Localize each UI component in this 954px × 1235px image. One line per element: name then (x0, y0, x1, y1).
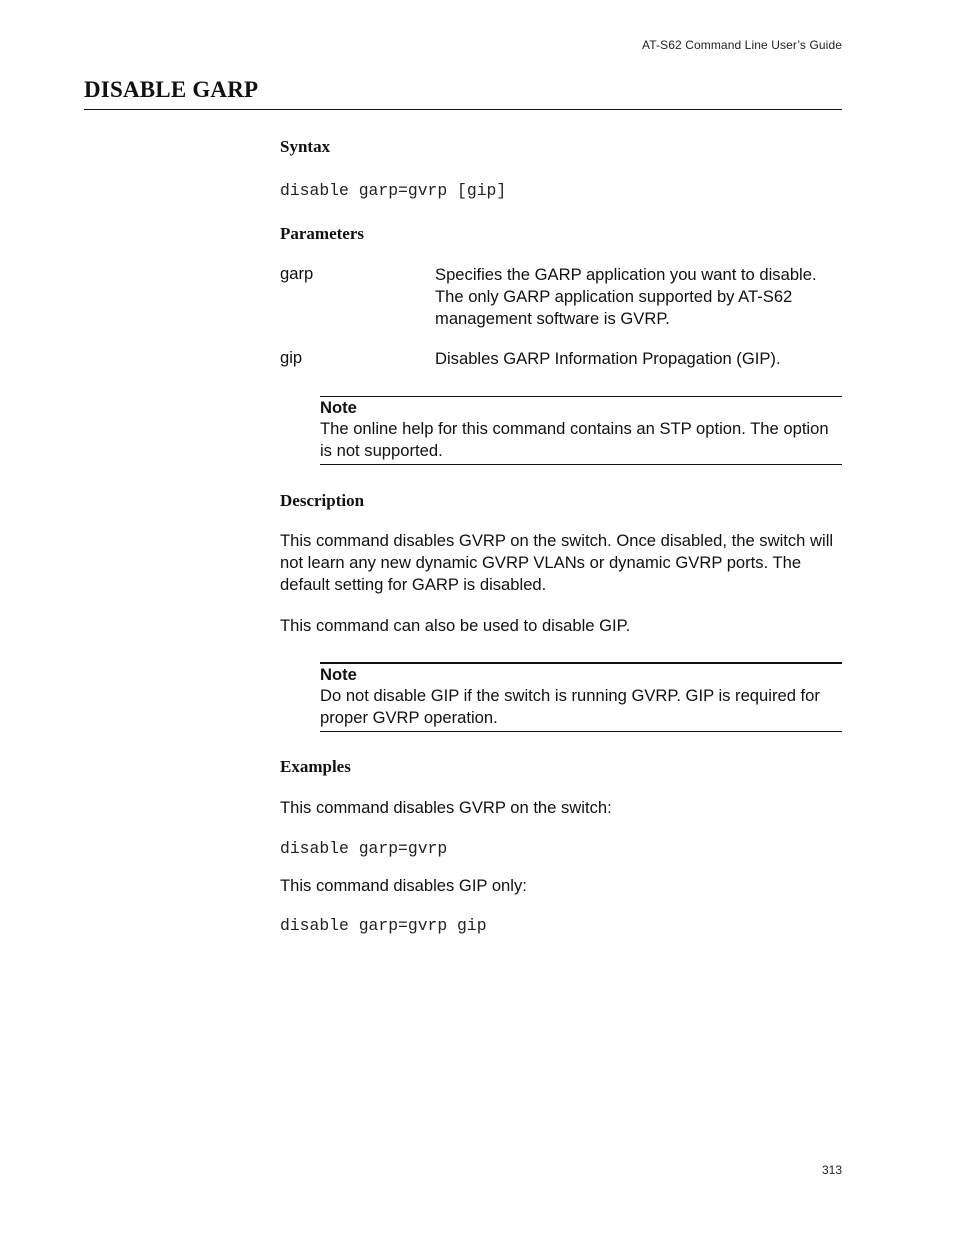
syntax-heading: Syntax (280, 137, 331, 156)
running-header: AT-S62 Command Line User’s Guide (642, 38, 842, 52)
title-rule (84, 109, 842, 110)
description-paragraph: This command can also be used to disable GIP. (280, 616, 631, 635)
note-box-gip (320, 662, 842, 732)
parameter-description-garp: Specifies the GARP application you want to disable. The only GARP application supported by AT-S62 management software is GVRP. (435, 265, 817, 328)
note-text: The online help for this command contains an STP option. The option is not supported. (320, 419, 829, 460)
page-number: 313 (821, 1163, 842, 1177)
example-intro: This command disables GIP only: (280, 876, 527, 895)
page-title: DISABLE GARP (84, 77, 259, 102)
example-command: disable garp=gvrp (280, 839, 448, 858)
parameters-heading: Parameters (280, 224, 365, 243)
parameter-description-gip: Disables GARP Information Propagation (GIP). (435, 349, 781, 368)
description-paragraph: This command disables GVRP on the switch. Once disabled, the switch will not learn any new dynamic GVRP VLANs or dynamic GVRP ports. The default setting for GARP is disabled. (280, 531, 834, 594)
note-label: Note (320, 665, 357, 684)
example-intro: This command disables GVRP on the switch: (280, 798, 612, 817)
note-text: Do not disable GIP if the switch is running GVRP. GIP is required for proper GVRP operation. (320, 686, 820, 727)
note-label: Note (320, 398, 357, 417)
parameter-name-gip: gip (280, 348, 303, 367)
examples-heading: Examples (280, 757, 351, 776)
example-command: disable garp=gvrp gip (280, 916, 487, 935)
description-heading: Description (280, 491, 365, 510)
note-box-stp (320, 396, 842, 465)
parameter-name-garp: garp (280, 264, 314, 283)
syntax-command: disable garp=gvrp [gip] (280, 181, 507, 200)
